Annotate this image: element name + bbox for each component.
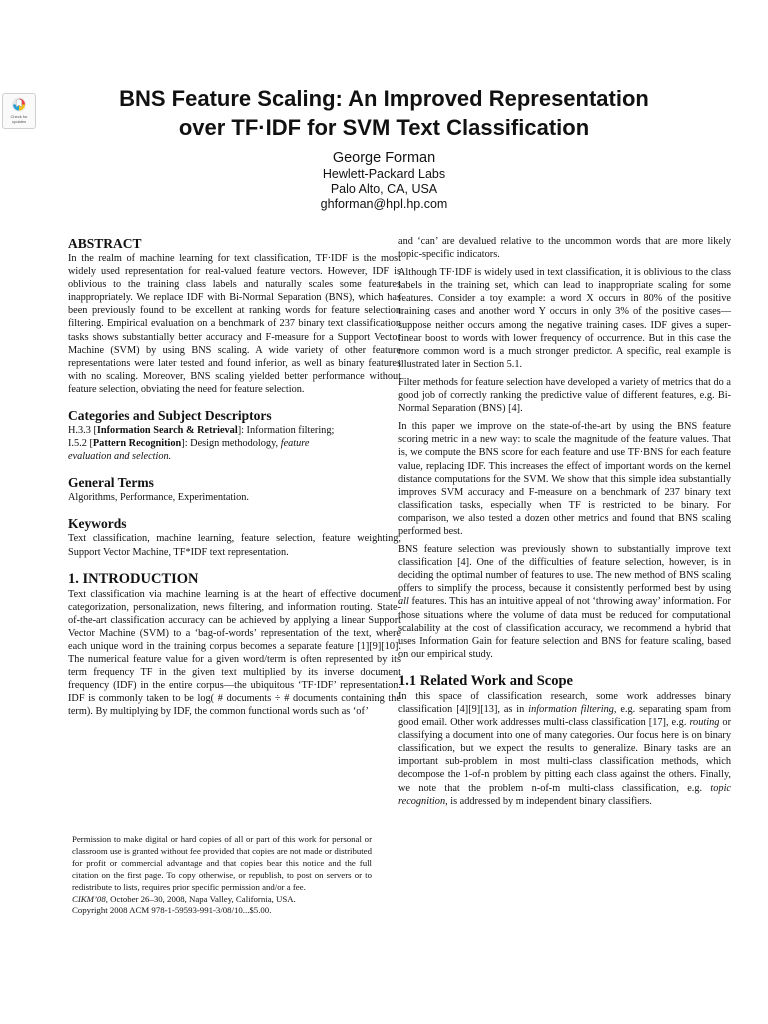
- author-name: George Forman: [332, 150, 436, 166]
- badge-label: Check for updates: [10, 114, 28, 124]
- left-column: [68, 236, 401, 724]
- title-line-2: over TF·IDF for SVM Text Classification: [178, 115, 590, 140]
- permission-notice: [72, 834, 372, 917]
- paper-title: [60, 84, 708, 142]
- author-email[interactable]: ghforman@hpl.hp.com: [320, 197, 448, 211]
- introduction-text: Text classification via machine learning is at the heart of effective document categorization, personalization, news filtering, and information routing. State-of-the-art classification accuracy can be achieved by applying a linear Support Vector Machine (SVM) to a ‘bag-of-words’ representation of the text, where each unique word in the training corpus becomes a separate feature [1][9][10]. The numerical feature value for a given word/term is often represented by its term frequency TF in the given text multiplied by its inverse document frequency (IDF) in the entire corpus—the ubiquitous ‘TF·IDF’ representation. IDF is commonly taken to be log( # documents ÷ # documents containing the term). By multiplying by IDF, the common functional words such as ‘of’: [68, 588, 401, 718]
- conference-line: CIKM’08, October 26–30, 2008, Napa Valley, California, USA.: [72, 893, 296, 904]
- right-paragraph-2: Although TF·IDF is widely used in text classification, it is oblivious to the class labels in the training set, which can lead to inappropriate scaling for some features. Consider a toy example: a word X occurs in 80% of the positive training cases and another word Y occurs in only 3% of the positive cases—suppose neither occurs among the negative training cases. IDF gives a super-linear boost to words with lower frequency of occurrence. But in this case the more common word is a much stronger predictor. A specific, real example is illustrated later in Section 5.1.: [398, 267, 731, 370]
- right-paragraph-4: In this paper we improve on the state-of-the-art by using the BNS feature scoring metric in a new way: to scale the magnitude of the feature values. That is, we compute the BNS score for each feature and use TF·BNS for each feature value, replacing IDF. This increases the effect of important words on the kernel distance computations for the SVM. We show that this simple idea substantially improves SVM accuracy and F-measure on a benchmark of 237 binary text classification tasks, especially when TF is restricted to be binary. For comparison, we also tested a dozen other metrics and found that BNS scaling performed best.: [398, 421, 731, 537]
- right-column: [398, 235, 731, 813]
- keywords-text: Text classification, machine learning, feature selection, feature weighting, Support Vector Machine, TF*IDF text representation.: [68, 533, 401, 558]
- related-work-text: In this space of classification research, some work addresses binary classification [4][9][13], as in information filtering, e.g. separating spam from good email. Other work addresses multi-class classification [17], e.g. routing or classifying a document into one of many categories. Our focus here is on binary classification, but we expect the results to generalize. Binary tasks are an important sub-problem in most multi-class classification methods, which decompose the 1-of-n problem by pitting each class against the others. Finally, we note that the problem n-of-m multi-class classification, e.g. topic recognition, is addressed by m independent binary classifiers.: [398, 690, 731, 807]
- crossmark-check-updates-icon: [11, 96, 27, 113]
- right-paragraph-1: and ‘can’ are devalued relative to the uncommon words that are more likely topic-specific indicators.: [398, 236, 731, 261]
- right-paragraph-3: Filter methods for feature selection have developed a variety of metrics that do a good job of correctly ranking the predictive value of different features, e.g. Bi-Normal Separation (BNS) [4].: [398, 376, 731, 415]
- title-line-1: BNS Feature Scaling: An Improved Representation: [119, 86, 649, 111]
- abstract-heading: ABSTRACT: [68, 236, 142, 251]
- categories-heading: Categories and Subject Descriptors: [68, 408, 272, 424]
- abstract-text: In the realm of machine learning for text classification, TF·IDF is the most widely used representation for real-valued feature vectors. However, IDF is oblivious to the training class labels and naturally scales some features inappropriately. We replace IDF with Bi-Normal Separation (BNS), which has been previously found to be excellent at ranking words for feature selection filtering. Empirical evaluation on a benchmark of 237 binary text classification tasks shows substantially better accuracy and F-measure for a Support Vector Machine (SVM) by using BNS scaling. A wide variety of other feature representations were later tested and found inferior, as well as binary features with no scaling. Moreover, BNS scaling yielded better performance without feature selection, obviating the need for feature selection.: [68, 253, 401, 395]
- general-terms-heading: General Terms: [68, 475, 154, 491]
- author-org: Hewlett-Packard Labs: [322, 167, 446, 181]
- right-paragraph-5: BNS feature selection was previously shown to substantially improve text classification [4]. One of the difficulties of feature selection, however, is in deciding the optimal number of features to use. The new method of BNS scaling offers to simplify the process, because it consistently performed best by using all features. This has an intuitive appeal of not ‘throwing away’ information. For those situations where the volume of data must be reduced for computational scalability at the cost of classification accuracy, we recommend a hybrid that uses Information Gain for feature selection and BNS for feature scaling, based on our empirical study.: [398, 544, 731, 660]
- copyright-line: Copyright 2008 ACM 978-1-59593-991-3/08/10...$5.00.: [72, 905, 272, 916]
- introduction-heading: 1. INTRODUCTION: [68, 570, 199, 587]
- related-work-heading: 1.1 Related Work and Scope: [398, 672, 573, 689]
- permission-text: Permission to make digital or hard copies of all or part of this work for personal or classroom use is granted without fee provided that copies are not made or distributed for profit or commercial advantage and that copies bear this notice and the full citation on the first page. To copy otherwise, or republish, to post on servers or to redistribute to lists, requires prior specific permission and/or a fee.: [72, 834, 372, 892]
- check-for-updates-badge[interactable]: [2, 93, 36, 129]
- keywords-heading: Keywords: [68, 516, 127, 532]
- categories-text: H.3.3 [Information Search & Retrieval]: Information filtering; I.5.2 [Pattern Recognition]: Design methodology, feature evaluation and selection.: [68, 425, 335, 463]
- general-terms-text: Algorithms, Performance, Experimentation.: [68, 492, 250, 504]
- author-location: Palo Alto, CA, USA: [330, 182, 438, 196]
